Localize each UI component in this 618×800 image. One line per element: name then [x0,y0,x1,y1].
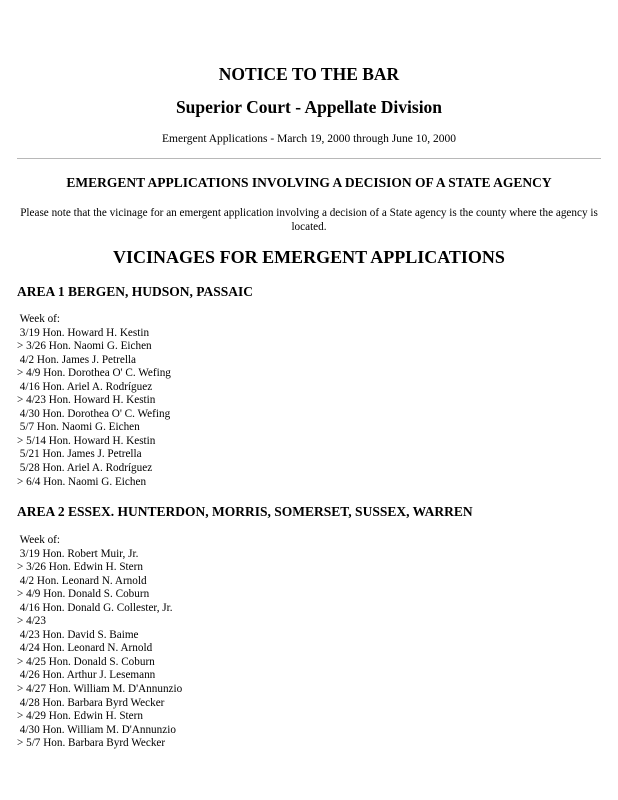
schedule-entry: 3/19 Hon. Robert Muir, Jr. [17,547,139,560]
state-agency-heading: EMERGENT APPLICATIONS INVOLVING A DECISION OF A STATE AGENCY [66,175,552,190]
area-1-schedule [17,313,171,489]
schedule-entry: > 4/27 Hon. William M. D'Annunzio [17,683,183,696]
schedule-entry: 5/28 Hon. Ariel A. Rodríguez [17,462,153,475]
schedule-entry: > 4/9 Hon. Donald S. Coburn [17,588,150,601]
schedule-entry: 4/2 Hon. James J. Petrella [17,353,137,366]
schedule-entry: > 4/23 [17,615,46,628]
schedule-entry: 4/24 Hon. Leonard N. Arnold [17,642,153,655]
schedule-entry: 3/19 Hon. Howard H. Kestin [17,326,150,339]
schedule-entry: Week of: [17,313,61,325]
schedule-entry: > 3/26 Hon. Naomi G. Eichen [17,340,152,353]
horizontal-rule [17,158,601,159]
area-1-heading: AREA 1 BERGEN, HUDSON, PASSAIC [17,284,254,299]
schedule-entry: 4/30 Hon. Dorothea O' C. Wefing [17,407,171,420]
page-title: NOTICE TO THE BAR [218,64,400,84]
schedule-entry: > 6/4 Hon. Naomi G. Eichen [17,475,147,488]
schedule-entry: 4/28 Hon. Barbara Byrd Wecker [17,696,165,709]
schedule-entry: > 4/23 Hon. Howard H. Kestin [17,394,156,407]
vicinages-heading: VICINAGES FOR EMERGENT APPLICATIONS [113,247,505,267]
schedule-entry: 4/30 Hon. William M. D'Annunzio [17,723,176,736]
schedule-entry: 4/16 Hon. Donald G. Collester, Jr. [17,601,173,614]
schedule-entry: 5/21 Hon. James J. Petrella [17,448,142,461]
schedule-entry: > 4/25 Hon. Donald S. Coburn [17,655,155,668]
schedule-entry: 4/16 Hon. Ariel A. Rodríguez [17,380,153,393]
court-title: Superior Court - Appellate Division [175,97,443,117]
schedule-entry: 4/23 Hon. David S. Baime [17,628,139,641]
schedule-entry: > 5/7 Hon. Barbara Byrd Wecker [17,737,166,750]
period-subtitle: Emergent Applications - March 19, 2000 through June 10, 2000 [162,133,456,145]
schedule-entry: Week of: [17,534,61,546]
schedule-entry: 4/2 Hon. Leonard N. Arnold [17,574,147,587]
schedule-entry: > 4/29 Hon. Edwin H. Stern [17,710,143,723]
schedule-entry: > 4/9 Hon. Dorothea O' C. Wefing [17,367,171,380]
schedule-entry: > 5/14 Hon. Howard H. Kestin [17,434,156,447]
area-2-schedule [17,534,182,751]
state-agency-notice: Please note that the vicinage for an emergent application involving a decision of a State agency is the county where the agency is located. [20,207,598,233]
schedule-entry: > 3/26 Hon. Edwin H. Stern [17,561,143,574]
schedule-entry: 5/7 Hon. Naomi G. Eichen [17,421,140,434]
schedule-entry: 4/26 Hon. Arthur J. Lesemann [17,669,156,682]
area-2-heading: AREA 2 ESSEX. HUNTERDON, MORRIS, SOMERSET, SUSSEX, WARREN [17,504,473,519]
